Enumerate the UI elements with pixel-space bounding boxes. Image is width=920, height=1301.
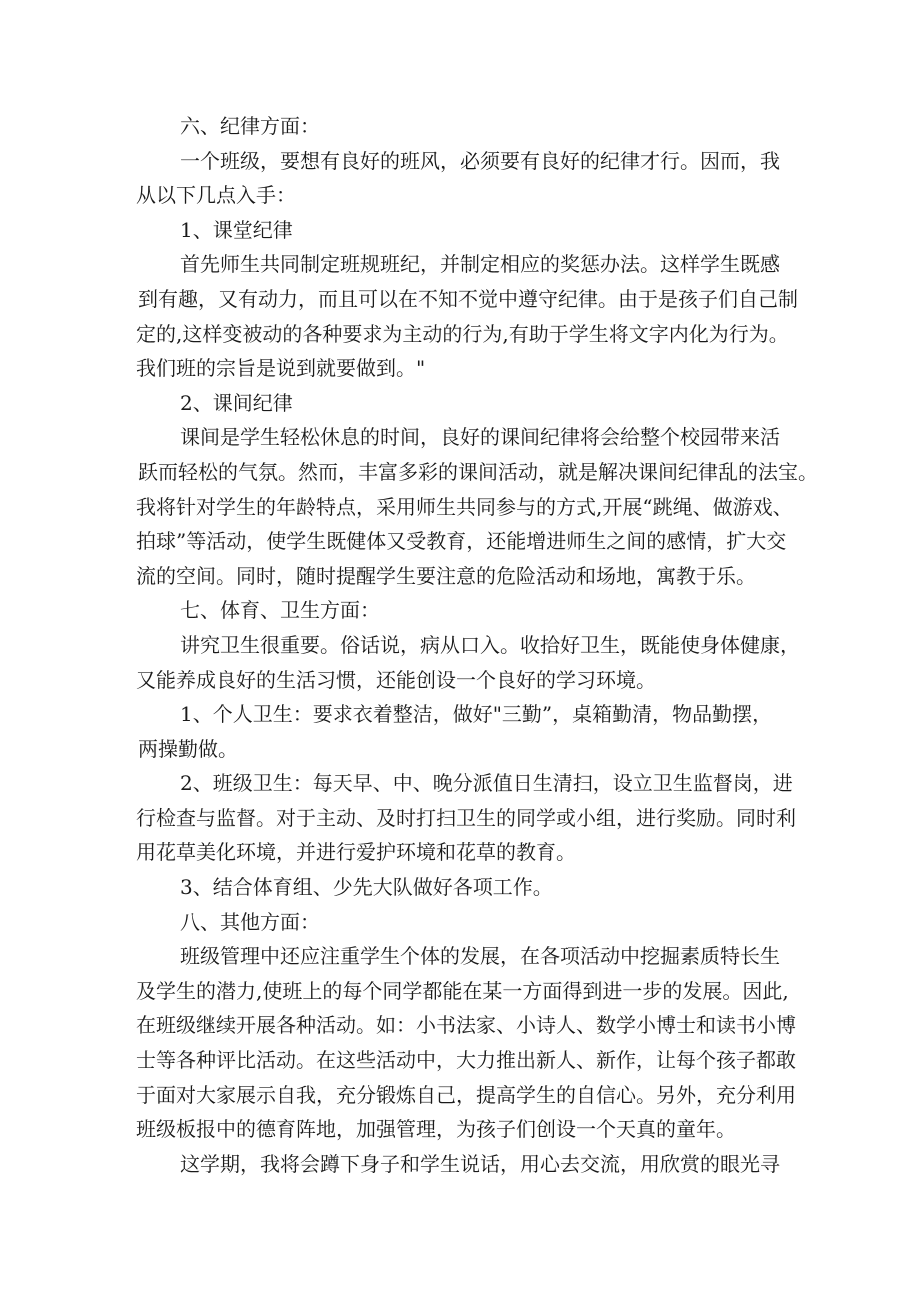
paragraph-line: 跃而轻松的气氛。然而，丰富多彩的课间活动，就是解决课间纪律乱的法宝。 (138, 459, 818, 484)
paragraph-line: 班级管理中还应注重学生个体的发展，在各项活动中挖掘素质特长生 (180, 944, 780, 969)
paragraph-line: 在班级继续开展各种活动。如：小书法家、小诗人、数学小博士和读书小博 (136, 1013, 796, 1038)
paragraph-line: 我将针对学生的年龄特点，采用师生共同参与的方式,开展“跳绳、做游戏、 (136, 494, 793, 519)
paragraph-line: 从以下几点入手： (136, 183, 296, 208)
paragraph-line: 到有趣，又有动力，而且可以在不知不觉中遵守纪律。由于是孩子们自己制 (138, 286, 798, 311)
document-body (136, 109, 818, 1181)
paragraph-line: 首先师生共同制定班规班纪，并制定相应的奖惩办法。这样学生既感 (180, 252, 780, 277)
paragraph-line: 定的,这样变被动的各种要求为主动的行为,有助于学生将文字内化为行为。 (136, 321, 789, 346)
paragraph-line: 课间是学生轻松休息的时间，良好的课间纪律将会给整个校园带来活 (180, 425, 780, 450)
section-heading-discipline: 六、纪律方面： (180, 114, 320, 138)
paragraph-line: 讲究卫生很重要。俗话说，病从口入。收拾好卫生，既能使身体健康， (180, 632, 800, 657)
section-heading-other: 八、其他方面： (180, 909, 320, 934)
list-item-personal-hygiene: 1、个人卫生：要求衣着整洁，做好"三勤”，桌箱勤清，物品勤摆， (180, 702, 773, 727)
paragraph-line: 两操勤做。 (138, 736, 238, 761)
paragraph-line: 拍球”等活动，使学生既健体又受教育，还能增进师生之间的感情，扩大交 (136, 529, 787, 554)
list-item-class-hygiene: 2、班级卫生：每天早、中、晚分派值日生清扫，设立卫生监督岗，进 (180, 771, 793, 796)
paragraph-line: 于面对大家展示自我，充分锻炼自己，提高学生的自信心。另外，充分利用 (136, 1082, 796, 1107)
paragraph-line: 这学期，我将会蹲下身子和学生说话，用心去交流，用欣赏的眼光寻 (180, 1151, 780, 1176)
list-item-sports-group: 3、结合体育组、少先大队做好各项工作。 (180, 875, 553, 900)
paragraph-line: 一个班级，要想有良好的班风，必须要有良好的纪律才行。因而，我 (180, 148, 780, 173)
section-heading-sports-hygiene: 七、体育、卫生方面： (180, 598, 380, 623)
paragraph-line: 士等各种评比活动。在这些活动中，大力推出新人、新作，让每个孩子都敢 (136, 1048, 796, 1073)
paragraph-line: 我们班的宗旨是说到就要做到。" (136, 356, 426, 381)
paragraph-line: 流的空间。同时，随时提醒学生要注意的危险活动和场地，寓教于乐。 (136, 563, 756, 588)
subheading-break-discipline: 2、课间纪律 (180, 390, 293, 415)
paragraph-line: 班级板报中的德育阵地，加强管理，为孩子们创设一个天真的童年。 (136, 1117, 736, 1142)
paragraph-line: 行检查与监督。对于主动、及时打扫卫生的同学或小组，进行奖励。同时利 (136, 805, 796, 830)
subheading-classroom-discipline: 1、课堂纪律 (180, 217, 293, 242)
paragraph-line: 用花草美化环境，并进行爱护环境和花草的教育。 (136, 840, 576, 865)
paragraph-line: 及学生的潜力,使班上的每个同学都能在某一方面得到进一步的发展。因此, (136, 978, 789, 1003)
paragraph-line: 又能养成良好的生活习惯，还能创设一个良好的学习环境。 (136, 667, 656, 692)
